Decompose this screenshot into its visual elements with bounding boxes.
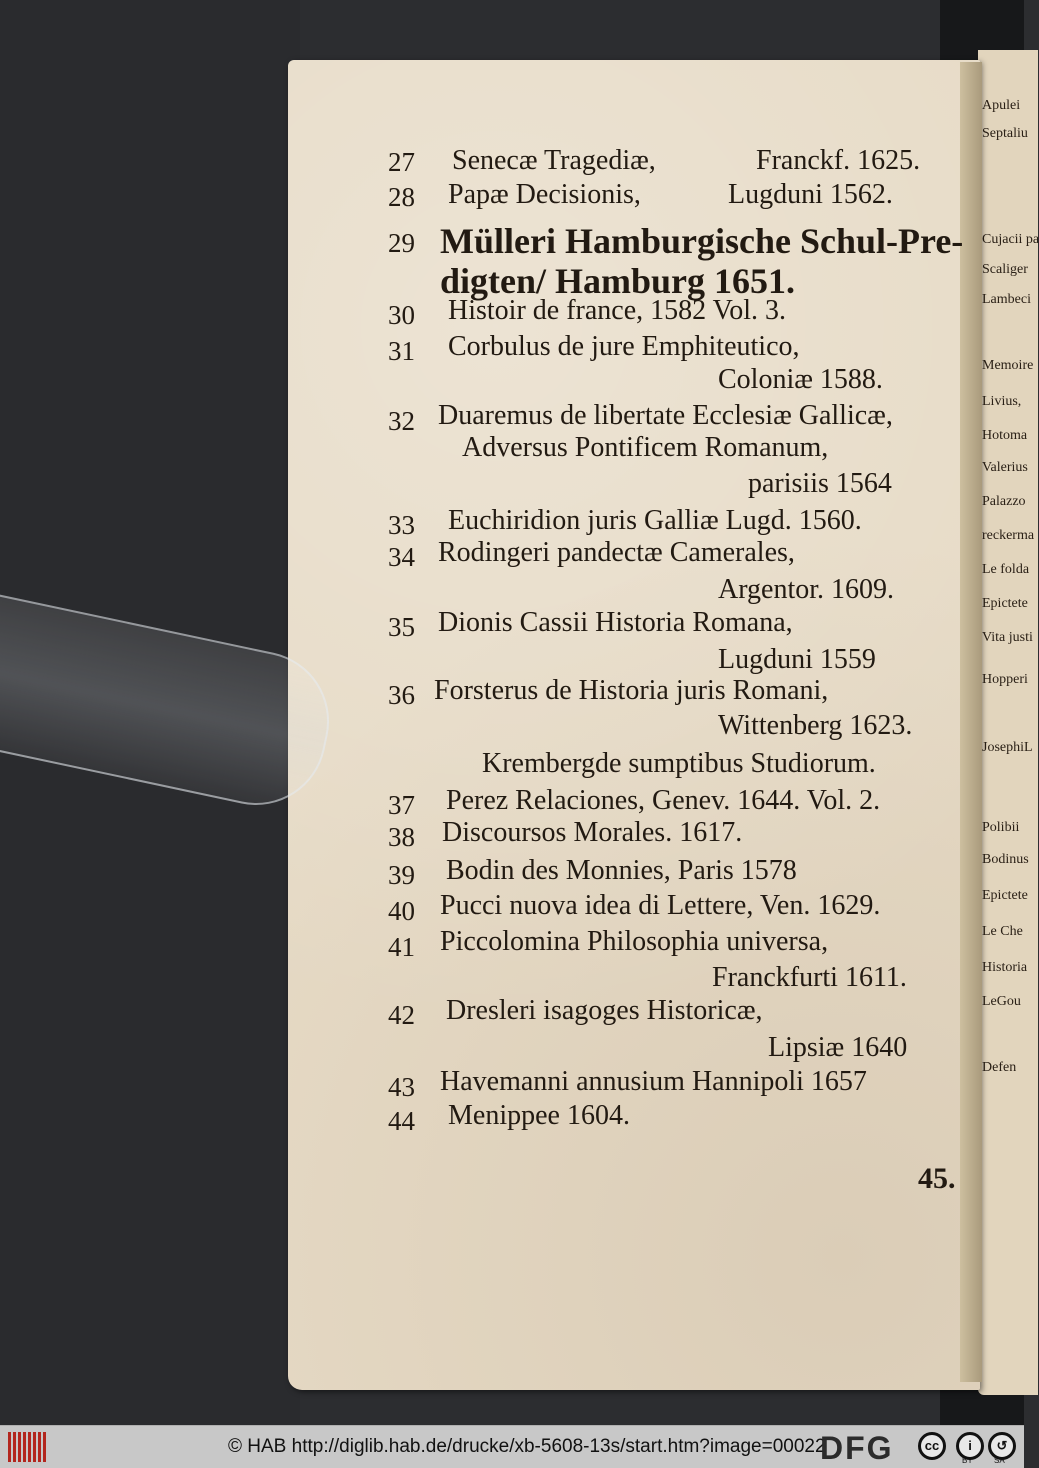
adjacent-fragment: Scaliger [982,262,1028,277]
entry-number: 31 [388,336,415,366]
entry-title: Corbulus de jure Emphiteutico, [448,331,800,362]
entry-title: Pucci nuova idea di Lettere, Ven. 1629. [440,890,881,921]
adjacent-fragment: Apulei [982,98,1021,113]
entry-title: Euchiridion juris Galliæ Lugd. 1560. [448,505,862,536]
adjacent-page [978,50,1038,1395]
entry-imprint: Lipsiæ 1640 [768,1032,908,1063]
entry-title-continued: Adversus Pontificem Romanum, [462,432,829,463]
entry-title: Dresleri isagoges Historicæ, [446,995,763,1026]
sa-label: SA [994,1456,1005,1465]
entry-title: Bodin des Monnies, Paris 1578 [446,855,797,886]
adjacent-fragment: Epictete [982,596,1028,611]
dfg-logo[interactable]: DFG [820,1430,894,1466]
entry-title: Papæ Decisionis, [448,179,641,210]
entry-title: Perez Relaciones, Genev. 1644. Vol. 2. [446,785,881,816]
entry-number: 30 [388,300,415,330]
entry-number: 39 [388,860,415,890]
hab-logo-icon[interactable] [8,1432,48,1462]
entry-imprint: Franckfurti 1611. [712,962,907,993]
page-edge [960,62,982,1382]
entry-title-continued: digten/ Hamburg 1651. [440,261,796,301]
entry-title: Dionis Cassii Historia Romana, [438,607,793,638]
entry-title: Rodingeri pandectæ Camerales, [438,537,795,568]
entry-number: 44 [388,1106,415,1136]
entry-note: Krembergde sumptibus Studiorum. [482,748,876,779]
entry-number: 43 [388,1072,415,1102]
adjacent-fragment: Le Che [982,924,1023,939]
adjacent-fragment: Palazzo [982,494,1026,509]
adjacent-fragment: LeGou [982,994,1021,1009]
entry-imprint: parisiis 1564 [748,468,892,499]
cc-icon[interactable]: cc [918,1432,946,1460]
entry-number: 35 [388,612,415,642]
entry-number: 32 [388,406,415,436]
entry-title: Duaremus de libertate Ecclesiæ Gallicæ, [438,400,893,431]
adjacent-fragment: Le folda [982,562,1030,577]
entry-title: Senecæ Tragediæ, [452,145,656,176]
entry-title: Histoir de france, 1582 Vol. 3. [448,295,787,326]
entry-number: 36 [388,680,415,710]
entry-title: Menippee 1604. [448,1100,630,1131]
adjacent-fragment: Memoire [982,358,1034,373]
entry-title: Mülleri Hamburgische Schul-Pre- [440,221,964,261]
source-credit[interactable]: © HAB http://diglib.hab.de/drucke/xb-5608-13s/start.htm?image=00022 [228,1436,826,1457]
entry-number: 29 [388,228,415,258]
entry-imprint: Lugduni 1562. [728,179,893,210]
entry-number: 27 [388,147,415,177]
page-number: 45. [918,1162,956,1195]
adjacent-fragment: reckerma [982,528,1035,543]
entry-number: 34 [388,542,415,572]
entry-title: Piccolomina Philosophia universa, [440,926,829,957]
adjacent-fragment: Septaliu [982,126,1028,141]
sa-icon[interactable]: ↺ [988,1432,1016,1460]
entry-imprint: Wittenberg 1623. [718,710,913,741]
entry-imprint: Argentor. 1609. [718,574,895,605]
adjacent-fragment: Hopperi [982,672,1028,687]
by-label: BY [962,1456,973,1465]
adjacent-fragment: Historia [982,960,1028,975]
adjacent-fragment: Livius, [982,394,1022,409]
entry-title: Discoursos Morales. 1617. [442,817,743,848]
entry-number: 41 [388,932,415,962]
entry-imprint: Coloniæ 1588. [718,364,883,395]
entry-imprint: Franckf. 1625. [756,145,921,176]
adjacent-fragment: Epictete [982,888,1028,903]
entry-number: 38 [388,822,415,852]
entry-title: Forsterus de Historia juris Romani, [434,675,829,706]
entry-number: 37 [388,790,415,820]
adjacent-fragment: Bodinus [982,852,1029,867]
adjacent-fragment: Lambeci [982,292,1031,307]
adjacent-fragment: Hotoma [982,428,1028,443]
entry-number: 40 [388,896,415,926]
adjacent-fragment: Cujacii pa [982,232,1039,247]
entry-number: 33 [388,510,415,540]
by-icon[interactable]: i [956,1432,984,1460]
entry-imprint: Lugduni 1559 [718,644,876,675]
entry-title: Havemanni annusium Hannipoli 1657 [440,1066,867,1097]
adjacent-fragment: Valerius [982,460,1028,475]
adjacent-fragment: Defen [982,1060,1017,1075]
adjacent-fragment: Polibii [982,820,1020,835]
entry-number: 42 [388,1000,415,1030]
adjacent-fragment: JosephiL [982,740,1033,755]
viewer-footer [0,1425,1024,1468]
entry-number: 28 [388,182,415,212]
adjacent-fragment: Vita justi [982,630,1033,645]
